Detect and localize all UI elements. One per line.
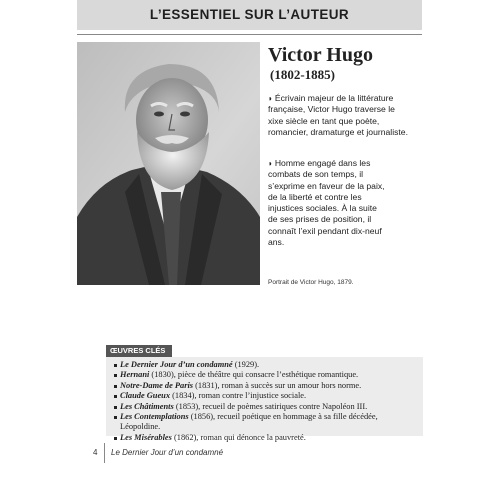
list-item [114,370,414,380]
work-title: Le Dernier Jour d’un condamné [120,360,233,369]
work-title: Les Contemplations [120,412,189,422]
work-title: Les Châtiments [120,401,174,411]
arrow-bullet-icon: ◗ [268,94,273,103]
works-list [114,360,414,443]
section-header [77,0,422,30]
author-paragraph [268,158,388,248]
header-divider [77,34,422,35]
author-dates: (1802-1885) [270,67,335,82]
work-title: Hernani [120,370,150,380]
footer-divider [104,443,105,463]
running-title: Le Dernier Jour d’un condamné [111,448,224,457]
author-name: Victor Hugo [268,44,373,66]
author-paragraph [268,93,408,138]
work-description: (1834), roman contre l’injustice sociale. [170,391,307,401]
work-description: (1856), recueil poétique en hommage à sa fille décédée, Léopoldine. [120,412,378,432]
work-description: (1831), roman à succès sur un amour hors norme. [193,380,362,390]
work-description: (1830), pièce de théâtre qui consacre l’esthétique romantique. [149,370,359,380]
work-title: Notre-Dame de Paris [120,380,194,390]
work-description: (1853), recueil de poèmes satiriques contre Napoléon III. [173,401,368,411]
arrow-bullet-icon: ◗ [268,159,273,168]
author-paragraph-text: Écrivain majeur de la littérature française, Victor Hugo traverse le xixe siècle en tant que poète, romancier, dramaturge et journaliste. [268,93,408,137]
author-paragraph-text: Homme engagé dans les combats de son temps, il s’exprime en faveur de la paix, de la liberté et contre les injustices sociales. À la suite de ses prises de position, il connaît l’exil pendant dix-neuf ans. [268,158,385,248]
work-title: Claude Gueux [120,391,171,401]
author-portrait [77,42,260,285]
works-heading: ŒUVRES CLÉS [106,345,172,357]
list-item [114,402,414,412]
list-item [114,412,414,433]
list-item [114,381,414,391]
work-description: (1862), roman qui dénonce la pauvreté. [171,432,306,442]
list-item [114,391,414,401]
page-number: 4 [93,448,98,457]
list-item [114,433,414,443]
work-title: Les Misérables [120,432,172,442]
work-description: (1929). [232,360,260,369]
portrait-caption: Portrait de Victor Hugo, 1879. [268,279,354,286]
section-title: L’ESSENTIEL SUR L’AUTEUR [149,7,350,22]
portrait-engraving [77,42,260,285]
list-item [114,360,414,370]
